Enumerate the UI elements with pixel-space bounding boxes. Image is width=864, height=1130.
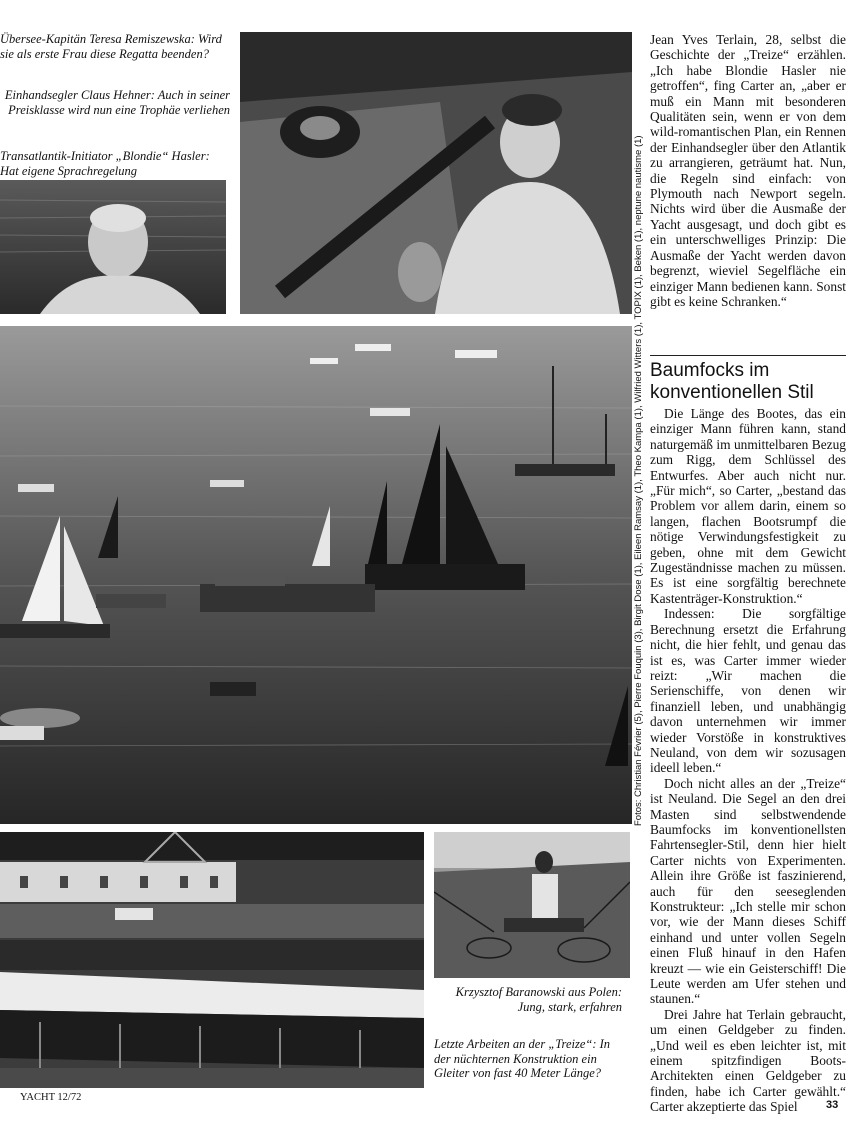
article-heading: Baumfocks im konventionellen Stil [650,355,846,404]
photo-treize-dock [0,832,424,1088]
photo-regatta-fleet [0,326,632,824]
photo-treize-svg [0,832,424,1088]
photo-credits: Fotos: Christian Février (5), Pierre Fouquin (3), Birgit Dose (1), Eileen Ramsay (1), Theo Kampa (1), Wilfried Witters (1), TOPIX (1), Beken (1), neptune nautisme (1) [633,135,644,826]
footer-magazine: YACHT 12/72 [20,1092,82,1103]
article-intro [650,32,846,309]
caption-remiszewska: Übersee-Kapitän Teresa Remiszewska: Wird sie als erste Frau diese Regatta beenden? [0,32,222,61]
article-intro-paragraph: Jean Yves Terlain, 28, selbst die Geschichte der „Treize“ erzählen. „Ich habe Blondie Hasler nie getroffen“, fing Carter an, „aber er muß ein Mann mit besonderen Qualitäten sein, wenn er von dem wild-romantischen Plan, ein Rennen der Einhandsegler über den Atlantik zu arrangieren, geträumt hat. Nun, die Regeln sind einfach: von Plymouth nach Newport segeln. Nichts wird über die Ausmaße der Yacht ausgesagt, und doch gibt es ein unterschwelliges Prinzip: Die Ausmaße der Yacht werden davon begrenzt, wieviel Segelfläche ein einziger Mann bedienen kann. Sonst gibt es keine Schranken.“ [650,32,846,309]
article-paragraph: Doch nicht alles an der „Treize“ ist Neuland. Die Segel an den drei Masten sind selbstwendende Baumfocks im konventionellsten Fahrtensegler-Stil, denn hier hielt Carter nichts von Experimenten. Allein ihre Größe ist faszinierend, auch für den seeseglenden Konstrukteur: „Ich stelle mir schon vor, wie der Mann dieses Schiff einhand und unter vollen Segeln einen Fluß hinauf in den Hafen kreuzt — wie ein Geisterschiff! Die Leute werden am Ufer stehen und staunen.“ [650,775,846,1007]
photo-baranowski-svg [434,832,630,978]
photo-hasler-svg [0,180,226,314]
caption-hasler: Transatlantik-Initiator „Blondie“ Hasler: Hat eigene Sprachregelung [0,149,210,178]
photo-terlain-deck [240,32,632,314]
photo-terlain-svg [240,32,632,314]
photo-hasler-portrait [0,180,226,314]
caption-treize: Letzte Arbeiten an der „Treize“: In der nüchternen Konstruktion ein Gleiter von fast 40 Meter Länge? [434,1037,611,1080]
caption-hehner: Einhandsegler Claus Hehner: Auch in seiner Preisklasse wird nun eine Trophäe verliehen [4,88,230,117]
photo-regatta-svg [0,326,632,824]
article-paragraph: Drei Jahre hat Terlain gebraucht, um einen Geldgeber zu finden. „Und weil es eben leichter ist, mit einem spitzfindigen Boots-Architekten einen Geldgeber zu finden, habe ich Carter gewählt.“ Carter akzeptierte das Spiel [650,1006,846,1115]
page-number: 33 [826,1099,839,1111]
article-body [650,406,846,1115]
photo-baranowski [434,832,630,978]
article-paragraph: Die Länge des Bootes, das ein einziger Mann führen kann, stand naturgemäß im unmittelbaren Bezug zum Rigg, dem Schlüssel des Entwurfes. Aber auch nicht nur. „Für mich“, so Carter, „bestand das Problem vor allem darin, einem so langen, flachen Bootsrumpf die nötige Verwindungsfestigkeit zu geben, ohne mit dem Gewicht Zugeständnisse machen zu müssen. Es ist eine sorgfältig berechnete Kastenträger-Konstruktion.“ [650,406,846,606]
caption-baranowski: Krzysztof Baranowski aus Polen: Jung, stark, erfahren [455,985,622,1014]
article-paragraph: Indessen: Die sorgfältige Berechnung ersetzt die Erfahrung nicht, die hier fehlt, und genau das ist es, was Carter immer wieder reizt: „Wir machen die Serienschiffe, von denen wir finanziell leben, und unabhängig davon unternehmen wir immer wieder Vorstöße in konstruktives Neuland, von dem wir sozusagen ideell leben.“ [650,606,846,776]
